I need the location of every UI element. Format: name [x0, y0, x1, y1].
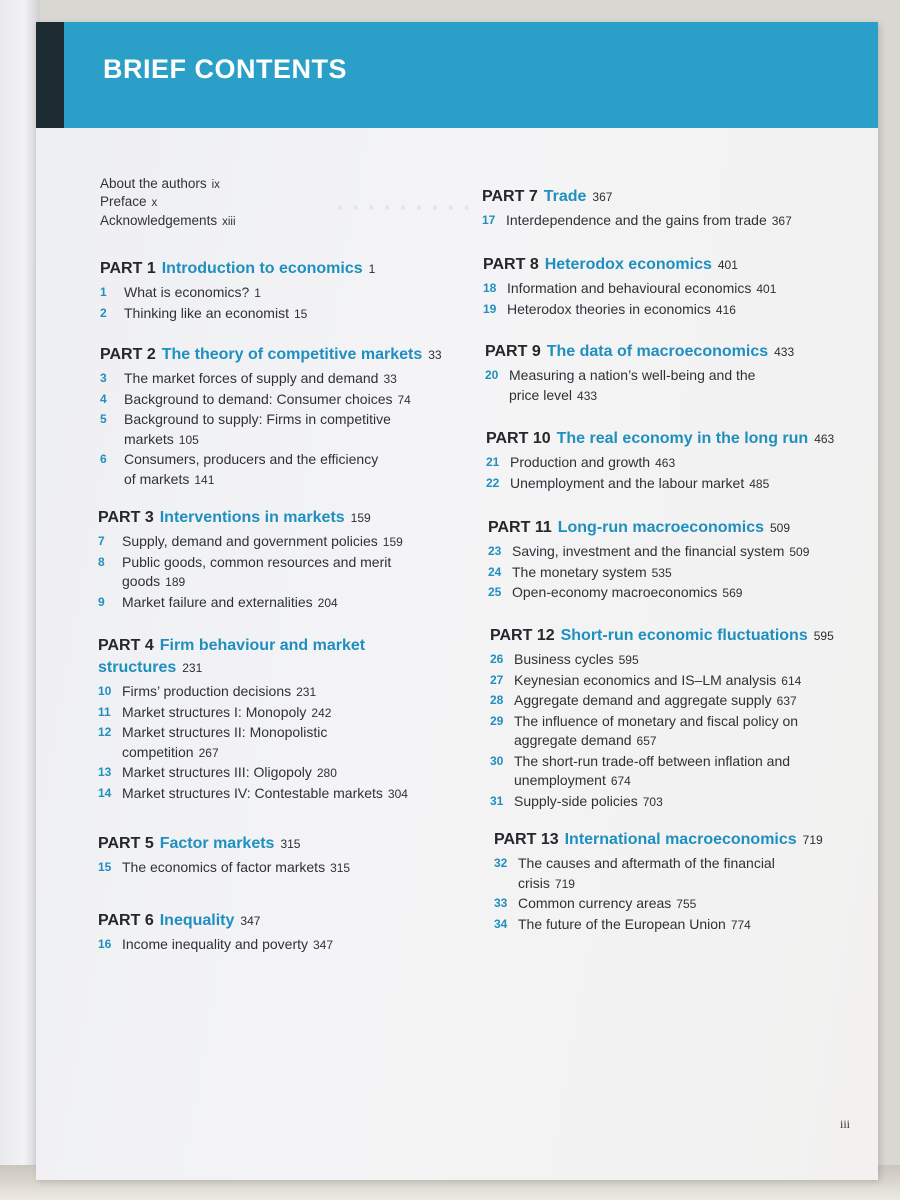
part-heading[interactable]	[100, 258, 470, 280]
chapter-entry[interactable]	[98, 763, 468, 784]
chapter-title: goods	[122, 573, 161, 589]
part-label: PART 9	[485, 343, 541, 360]
part-2[interactable]	[100, 344, 470, 490]
chapter-list	[98, 935, 468, 956]
chapter-page: 315	[330, 861, 351, 875]
chapter-list	[98, 682, 468, 804]
chapter-number: 12	[98, 725, 112, 739]
chapter-entry[interactable]	[100, 369, 470, 390]
chapter-title: Keynesian economics and IS–LM analysis	[514, 671, 777, 688]
chapter-page: 231	[296, 685, 317, 699]
part-6[interactable]	[98, 910, 468, 956]
chapter-entry[interactable]	[98, 553, 468, 593]
part-title: Inequality	[159, 912, 235, 929]
chapter-title: The causes and aftermath of the financial	[518, 855, 775, 871]
chapter-title: Market structures IV: Contestable markets	[122, 784, 383, 801]
chapter-number: 33	[494, 896, 508, 910]
chapter-title: The market forces of supply and demand	[124, 370, 379, 386]
part-heading[interactable]	[482, 186, 852, 208]
chapter-page: 105	[178, 432, 199, 447]
chapter-entry[interactable]	[486, 453, 856, 474]
chapter-title: Unemployment and the labour market	[510, 474, 745, 491]
chapter-entry[interactable]	[485, 366, 855, 406]
chapter-entry[interactable]	[100, 410, 470, 450]
chapter-number: 5	[100, 412, 107, 426]
chapter-title: The future of the European Union	[518, 915, 726, 932]
part-page: 367	[592, 190, 613, 204]
chapter-entry[interactable]	[98, 858, 468, 879]
chapter-number: 24	[488, 564, 502, 579]
chapter-title: Supply-side policies	[514, 792, 638, 809]
part-13[interactable]	[494, 829, 864, 935]
part-title: The real economy in the long run	[556, 430, 809, 447]
part-heading[interactable]	[98, 833, 468, 855]
chapter-page: 74	[397, 392, 411, 407]
part-4[interactable]	[98, 635, 468, 804]
part-label: PART 7	[482, 188, 538, 205]
chapter-entry[interactable]	[483, 279, 853, 300]
chapter-title: Information and behavioural economics	[507, 280, 752, 296]
part-title: Long-run macroeconomics	[557, 519, 764, 536]
chapter-page: 242	[311, 705, 332, 720]
chapter-number: 9	[98, 594, 105, 609]
part-title: Introduction to economics	[161, 260, 363, 277]
part-7[interactable]	[482, 186, 852, 232]
part-label: PART 5	[98, 835, 154, 852]
chapter-page: 485	[749, 476, 770, 491]
chapter-page: 755	[676, 897, 697, 911]
chapter-entry[interactable]	[98, 532, 468, 553]
chapter-entry[interactable]	[490, 671, 860, 692]
chapter-page: 509	[789, 545, 810, 559]
chapter-page: 614	[781, 673, 802, 688]
part-3[interactable]	[98, 507, 468, 613]
chapter-list	[98, 858, 468, 879]
front-matter-preface[interactable]: Preface x	[100, 194, 158, 209]
chapter-number: 31	[490, 793, 504, 808]
chapter-number: 32	[494, 856, 508, 870]
part-heading[interactable]	[486, 428, 856, 450]
chapter-entry[interactable]	[490, 752, 860, 792]
chapter-entry[interactable]	[490, 712, 860, 752]
chapter-list	[482, 211, 852, 232]
part-11[interactable]	[488, 517, 858, 604]
part-heading[interactable]	[483, 254, 853, 276]
chapter-page: 416	[715, 302, 736, 317]
chapter-entry[interactable]	[490, 650, 860, 671]
part-page: 719	[802, 833, 823, 847]
chapter-title: Background to demand: Consumer choices	[124, 390, 393, 407]
chapter-title: crisis	[518, 874, 550, 891]
page-number: iii	[839, 1117, 850, 1131]
chapter-number: 34	[494, 916, 508, 931]
chapter-page: 15	[293, 306, 308, 321]
chapter-number: 6	[100, 452, 107, 466]
chapter-page: 189	[165, 575, 186, 589]
part-title: Heterodox economics	[544, 256, 712, 273]
part-page: 231	[182, 661, 203, 675]
part-title: Interventions in markets	[159, 509, 345, 526]
chapter-number: 3	[100, 371, 107, 385]
chapter-title: Market failure and externalities	[122, 593, 313, 610]
chapter-number: 10	[98, 684, 112, 698]
part-9[interactable]	[485, 341, 855, 406]
chapter-number: 29	[490, 713, 504, 728]
part-label: PART 2	[100, 346, 156, 363]
chapter-page: 367	[771, 214, 792, 228]
part-5[interactable]	[98, 833, 468, 879]
part-heading[interactable]	[494, 829, 864, 851]
part-page: 347	[240, 914, 261, 928]
part-8[interactable]	[483, 254, 853, 320]
chapter-entry[interactable]	[494, 854, 864, 894]
chapter-number: 4	[100, 391, 107, 406]
part-heading[interactable]	[100, 344, 470, 366]
chapter-page: 433	[577, 388, 598, 403]
chapter-number: 20	[485, 368, 499, 382]
chapter-title: Market structures II: Monopolistic	[122, 724, 328, 740]
chapter-list	[486, 453, 856, 494]
chapter-title: Business cycles	[514, 651, 614, 667]
chapter-number: 13	[98, 765, 112, 779]
front-matter-about-authors[interactable]: About the authors ix	[100, 176, 220, 191]
part-label: PART 3	[98, 509, 154, 526]
chapter-title: Background to supply: Firms in competitive	[124, 411, 391, 427]
chapter-number: 25	[488, 585, 502, 599]
chapter-number: 18	[483, 281, 497, 295]
part-label: PART 12	[490, 627, 555, 644]
chapter-title: The influence of monetary and fiscal policy on	[514, 712, 799, 729]
chapter-number: 26	[490, 652, 504, 666]
chapter-list	[98, 532, 468, 613]
part-page: 595	[813, 629, 834, 643]
chapter-title: Thinking like an economist	[124, 304, 289, 321]
chapter-number: 19	[483, 301, 497, 316]
chapter-page: 347	[313, 938, 334, 952]
chapter-page: 463	[655, 456, 676, 470]
chapter-page: 674	[610, 774, 631, 788]
chapter-number: 15	[98, 860, 112, 874]
part-title: Short-run economic fluctuations	[560, 627, 808, 644]
chapter-page: 1	[254, 286, 261, 300]
chapter-title: markets	[124, 430, 174, 447]
chapter-page: 719	[554, 876, 575, 891]
part-label: PART 10	[486, 430, 551, 447]
part-label: PART 4	[98, 637, 154, 654]
chapter-title: unemployment	[514, 772, 606, 788]
chapter-title: Interdependence and the gains from trade	[506, 212, 767, 228]
part-heading[interactable]	[98, 635, 468, 679]
chapter-entry[interactable]	[483, 300, 853, 321]
chapter-title: Common currency areas	[518, 895, 672, 911]
chapter-page: 657	[636, 734, 657, 748]
chapter-number: 22	[486, 475, 500, 490]
part-1[interactable]	[100, 258, 470, 324]
part-page: 159	[350, 511, 371, 525]
show-through-text: · · · · · · · · ·	[336, 192, 472, 222]
part-title: International macroeconomics	[564, 831, 797, 848]
chapter-list	[485, 366, 855, 406]
chapter-entry[interactable]	[488, 583, 858, 604]
chapter-list	[488, 542, 858, 604]
chapter-title: of markets	[124, 470, 190, 487]
chapter-entry[interactable]	[98, 703, 468, 724]
chapter-page: 595	[618, 653, 639, 667]
chapter-page: 159	[382, 535, 403, 549]
chapter-entry[interactable]	[100, 390, 470, 411]
chapter-title: Open-economy macroeconomics	[512, 584, 718, 600]
part-label: PART 13	[494, 831, 559, 848]
chapter-number: 30	[490, 753, 504, 768]
chapter-title: Market structures III: Oligopoly	[122, 764, 312, 780]
chapter-number: 23	[488, 544, 502, 558]
chapter-number: 14	[98, 785, 112, 800]
part-10[interactable]	[486, 428, 856, 494]
chapter-entry[interactable]	[98, 593, 468, 614]
chapter-title: Supply, demand and government policies	[122, 533, 378, 549]
chapter-page: 569	[722, 586, 743, 600]
chapter-entry[interactable]	[494, 915, 864, 936]
chapter-list	[490, 650, 860, 812]
chapter-title: The monetary system	[512, 563, 647, 580]
chapter-entry[interactable]	[490, 691, 860, 712]
part-label: PART 1	[100, 260, 156, 277]
front-matter-acknowledgements[interactable]: Acknowledgements xiii	[100, 213, 236, 228]
chapter-page: 304	[387, 786, 408, 801]
part-page: 1	[368, 262, 376, 276]
chapter-entry[interactable]	[100, 283, 470, 304]
chapter-title: Market structures I: Monopoly	[122, 703, 307, 720]
chapter-title: What is economics?	[124, 284, 250, 300]
part-page: 401	[717, 258, 738, 272]
chapter-page: 141	[194, 472, 215, 487]
part-title-continued: structures	[98, 659, 177, 676]
chapter-list	[100, 283, 470, 324]
chapter-number: 7	[98, 534, 105, 548]
part-title: The theory of competitive markets	[161, 346, 423, 363]
part-heading[interactable]	[485, 341, 855, 363]
part-page: 463	[814, 432, 835, 446]
part-12[interactable]	[490, 625, 860, 812]
chapter-title: competition	[122, 743, 194, 760]
chapter-title: The short-run trade-off between inflation and	[514, 752, 791, 769]
part-page: 433	[774, 345, 795, 359]
chapter-title: Aggregate demand and aggregate supply	[514, 692, 772, 708]
chapter-title: Consumers, producers and the efficiency	[124, 451, 379, 467]
chapter-title: Public goods, common resources and merit	[122, 553, 392, 570]
chapter-page: 637	[776, 694, 797, 708]
chapter-page: 280	[316, 766, 337, 780]
chapter-page: 401	[756, 282, 777, 296]
chapter-page: 204	[317, 595, 338, 610]
part-title: The data of macroeconomics	[546, 343, 769, 360]
part-heading[interactable]	[98, 507, 468, 529]
heading-band-edge	[36, 22, 64, 128]
part-page: 33	[428, 348, 442, 362]
chapter-title: aggregate demand	[514, 732, 632, 748]
chapter-list	[483, 279, 853, 320]
chapter-number: 21	[486, 455, 500, 469]
part-page: 509	[769, 521, 791, 535]
part-heading[interactable]	[490, 625, 860, 647]
chapter-entry[interactable]	[98, 723, 468, 763]
page-title: BRIEF CONTENTS	[103, 54, 348, 84]
chapter-list	[100, 369, 470, 490]
part-label: PART 6	[98, 912, 154, 929]
chapter-entry[interactable]	[488, 542, 858, 563]
chapter-entry[interactable]	[98, 935, 468, 956]
part-title: Trade	[543, 188, 587, 205]
chapter-title: price level	[509, 386, 573, 403]
chapter-title: Income inequality and poverty	[122, 936, 308, 952]
chapter-page: 33	[383, 372, 397, 386]
chapter-number: 17	[482, 213, 496, 227]
chapter-number: 28	[490, 693, 504, 707]
chapter-entry[interactable]	[490, 792, 860, 813]
chapter-entry[interactable]	[98, 682, 468, 703]
chapter-number: 27	[490, 672, 504, 687]
part-page: 315	[280, 837, 301, 851]
chapter-title: Saving, investment and the financial system	[512, 543, 785, 559]
chapter-page: 774	[730, 917, 751, 932]
chapter-title: Production and growth	[510, 454, 651, 470]
chapter-list	[494, 854, 864, 935]
chapter-number: 8	[98, 554, 105, 569]
chapter-page: 267	[198, 745, 219, 760]
chapter-number: 16	[98, 937, 112, 951]
chapter-entry[interactable]	[482, 211, 852, 232]
part-heading[interactable]	[98, 910, 468, 932]
chapter-entry[interactable]	[494, 894, 864, 915]
chapter-number: 2	[100, 305, 107, 320]
chapter-entry[interactable]	[100, 450, 470, 490]
part-label: PART 8	[483, 256, 539, 273]
background-left-page	[0, 0, 40, 1200]
book-page	[36, 22, 878, 1180]
chapter-entry[interactable]	[98, 784, 468, 805]
part-heading[interactable]	[488, 517, 858, 539]
chapter-title: Heterodox theories in economics	[507, 300, 711, 317]
chapter-title: Firms’ production decisions	[122, 683, 292, 699]
part-label: PART 11	[488, 519, 552, 536]
chapter-page: 535	[651, 565, 672, 580]
chapter-title: Measuring a nation’s well-being and the	[509, 367, 756, 383]
chapter-entry[interactable]	[486, 474, 856, 495]
chapter-page: 703	[642, 794, 663, 809]
chapter-entry[interactable]	[488, 563, 858, 584]
chapter-number: 1	[100, 285, 107, 299]
part-title: Factor markets	[159, 835, 275, 852]
chapter-entry[interactable]	[100, 304, 470, 325]
part-title: Firm behaviour and market	[159, 637, 366, 654]
chapter-title: The economics of factor markets	[122, 859, 326, 875]
chapter-number: 11	[98, 704, 111, 719]
